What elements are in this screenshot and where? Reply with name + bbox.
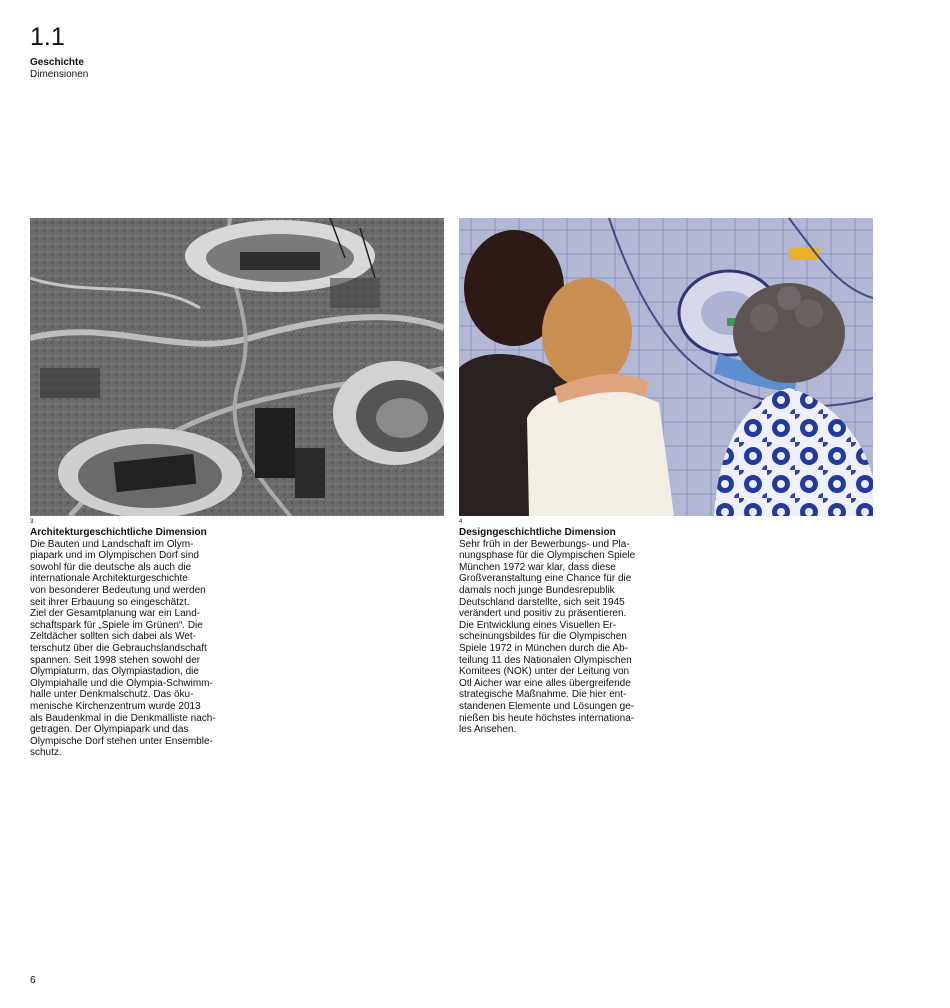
caption-title: Designgeschichtliche Dimension bbox=[459, 527, 616, 538]
aerial-construction-photo bbox=[30, 218, 444, 516]
page-number: 6 bbox=[30, 975, 36, 986]
figure-caption-architecture bbox=[30, 518, 260, 759]
figure-caption-design bbox=[459, 518, 689, 736]
caption-text: Die Bauten und Landschaft im Olym- piapark und im Olympischen Dorf sind sowohl für die deutsche als auch die internationale Architekturgeschichte von besonderer Bedeutung und werden seit ihrer Erbauung so eingeschätzt. Ziel der Gesamtplanung war ein Land- schaftspark für „Spiele im Grünen“. Die Zeltdächer sollten sich dabei als Wet- terschutz über die Gebrauchslandschaft spannen. Seit 1998 stehen sowohl der Olympiaturm, das Olympiastadion, die Olympiahalle und die Olympia-Schwimm- halle unter Denkmalschutz. Das öku- menische Kirchenzentrum wurde 2013 als Baudenkmal in die Denkmalliste nach- getragen. Der Olympiapark und das Olympische Dorf stehen unter Ensemble- schutz. bbox=[30, 538, 216, 759]
figure-number: 4 bbox=[459, 519, 463, 525]
caption-text: Sehr früh in der Bewerbungs- und Pla- nungsphase für die Olympischen Spiele München 1972 war klar, dass diese Großveranstaltung eine Chance für die damals noch junge Bundesrepublik Deutschland darstellte, sich seit 1945 verändert und positiv zu präsentieren. Die Entwicklung eines Visuellen Er- scheinungsbildes für die Olympischen Spiele 1972 in München durch die Ab- teilung 11 des Nationalen Olympischen Komitees (NOK) unter der Leitung von Otl Aicher war eine alles übergreifende strategische Maßnahme. Die hier ent- standenen Elemente und Lösungen ge- nießen bis heute höchstes internationa- les Ansehen. bbox=[459, 538, 636, 736]
section-number: 1.1 bbox=[30, 23, 65, 51]
section-title: Geschichte bbox=[30, 57, 84, 68]
caption-title: Architekturgeschichtliche Dimension bbox=[30, 527, 207, 538]
figure-number: 3 bbox=[30, 519, 34, 525]
section-subtitle: Dimensionen bbox=[30, 69, 89, 80]
map-viewers-photo bbox=[459, 218, 873, 516]
